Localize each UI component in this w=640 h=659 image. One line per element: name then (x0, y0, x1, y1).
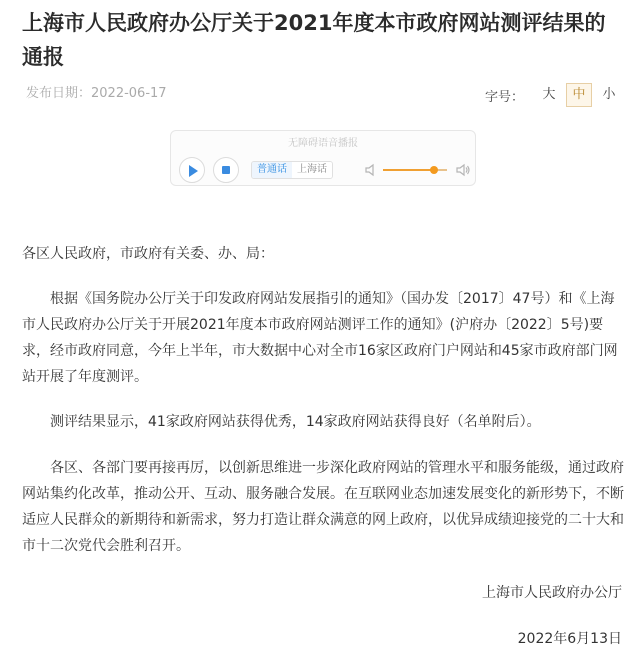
paragraph-3: 各区、各部门要再接再厉，以创新思维进一步深化政府网站的管理水平和服务能级，通过政府网站集约化改革，推动公开、互动、服务融合发展。在互联网业态加速发展变化的新形势下，不断适应人民群众的新期待和新需求，努力打造让群众满意的网上政府，以优异成绩迎接党的二十大和市十二次党代会胜利召开。 (22, 460, 624, 554)
play-icon (189, 165, 198, 177)
audio-player (170, 130, 476, 186)
volume-slider-handle[interactable] (430, 166, 438, 174)
font-size-large-button[interactable]: 大 (542, 87, 556, 102)
play-button[interactable] (179, 157, 205, 183)
font-size-medium-button[interactable]: 中 (566, 83, 592, 107)
language-mandarin-button[interactable]: 普通话 (252, 162, 292, 178)
font-size-small-button[interactable]: 小 (602, 87, 616, 102)
salutation: 各区人民政府，市政府有关委、办、局： (22, 246, 274, 262)
volume-slider[interactable] (383, 169, 447, 171)
paragraph-2: 测评结果显示，41家政府网站获得优秀，14家政府网站获得良好（名单附后）。 (50, 414, 541, 430)
audio-player-caption: 无障碍语音播报 (288, 138, 358, 149)
font-size-switcher (485, 82, 622, 108)
stop-button[interactable] (213, 157, 239, 183)
page-title: 上海市人民政府办公厅关于2021年度本市政府网站测评结果的通报 (22, 11, 606, 69)
volume-low-icon[interactable] (364, 162, 380, 178)
publish-date-label: 发布日期： (26, 86, 92, 101)
volume-slider-fill (383, 169, 434, 171)
publish-date (26, 84, 167, 104)
language-shanghainese-button[interactable]: 上海话 (292, 162, 332, 178)
publish-date-value: 2022-06-17 (91, 86, 167, 101)
paragraph-1: 根据《国务院办公厅关于印发政府网站发展指引的通知》（国办发〔2017〕47号）和《上海市人民政府办公厅关于开展2021年度本市政府网站测评工作的通知》(沪府办〔2022〕5号)要求，经市政府同意，今年上半年，市大数据中心对全市16家区政府门户网站和45家市政府部门网站开展了年度测评。 (22, 291, 618, 385)
font-size-label: 字号： (484, 89, 524, 105)
meta-row (26, 84, 622, 108)
sign-date: 2022年6月13日 (517, 631, 622, 647)
language-switcher (251, 161, 333, 179)
signature: 上海市人民政府办公厅 (482, 585, 622, 601)
volume-high-icon[interactable] (455, 162, 471, 178)
stop-icon (222, 166, 230, 174)
